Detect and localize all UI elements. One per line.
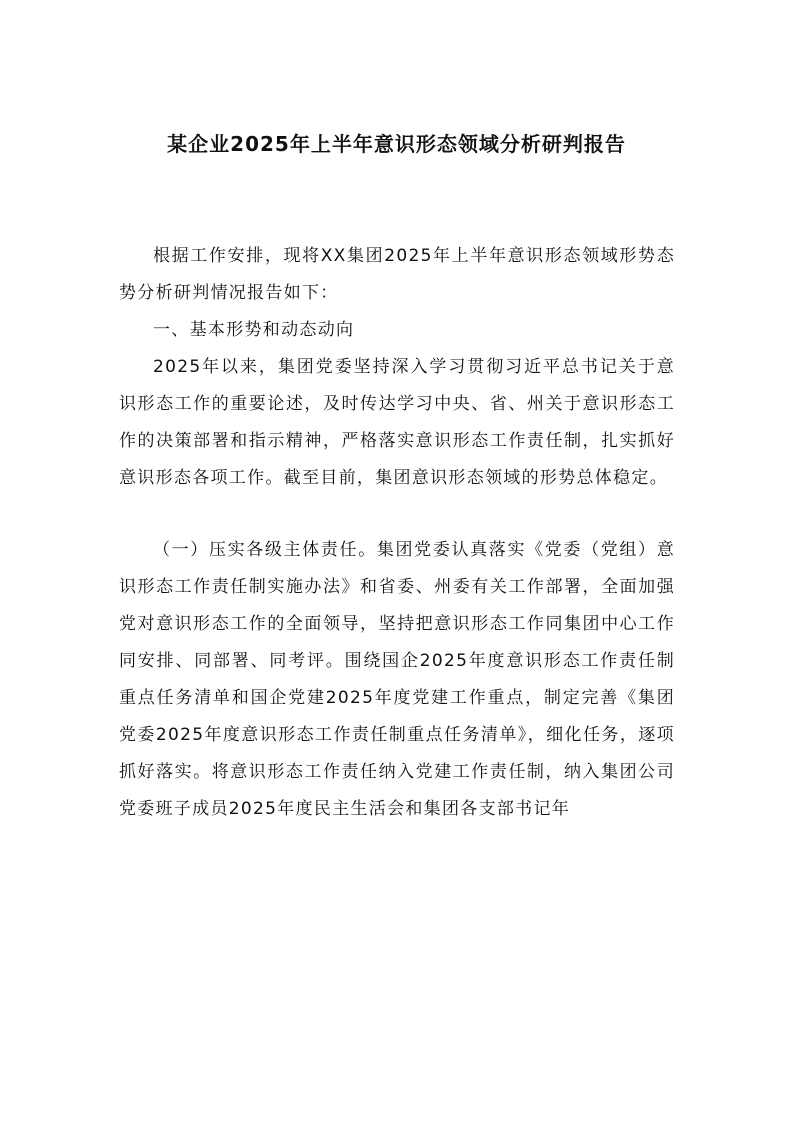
- document-title: 某企业2025年上半年意识形态领域分析研判报告: [167, 132, 626, 156]
- intro-paragraph: 根据工作安排，现将XX集团2025年上半年意识形态领域形势态势分析研判情况报告如下：: [119, 246, 675, 303]
- section-1-paragraph: 2025年以来，集团党委坚持深入学习贯彻习近平总书记关于意识形态工作的重要论述，及时传达学习中央、省、州关于意识形态工作的决策部署和指示精神，严格落实意识形态工作责任制，扎实抓好意识形态各项工作。截至目前，集团意识形态领域的形势总体稳定。: [119, 357, 675, 488]
- subsection-1-paragraph: （一）压实各级主体责任。集团党委认真落实《党委（党组）意识形态工作责任制实施办法》和省委、州委有关工作部署，全面加强党对意识形态工作的全面领导，坚持把意识形态工作同集团中心工作同安排、同部署、同考评。围绕国企2025年度意识形态工作责任制重点任务清单和国企党建2025年度党建工作重点，制定完善《集团党委2025年度意识形态工作责任制重点任务清单》，细化任务，逐项抓好落实。将意识形态工作责任纳入党建工作责任制，纳入集团公司党委班子成员2025年度民主生活会和集团各支部书记年: [119, 540, 675, 819]
- section-heading-1: 一、基本形势和动态动向: [153, 320, 355, 340]
- document-body: [119, 238, 675, 828]
